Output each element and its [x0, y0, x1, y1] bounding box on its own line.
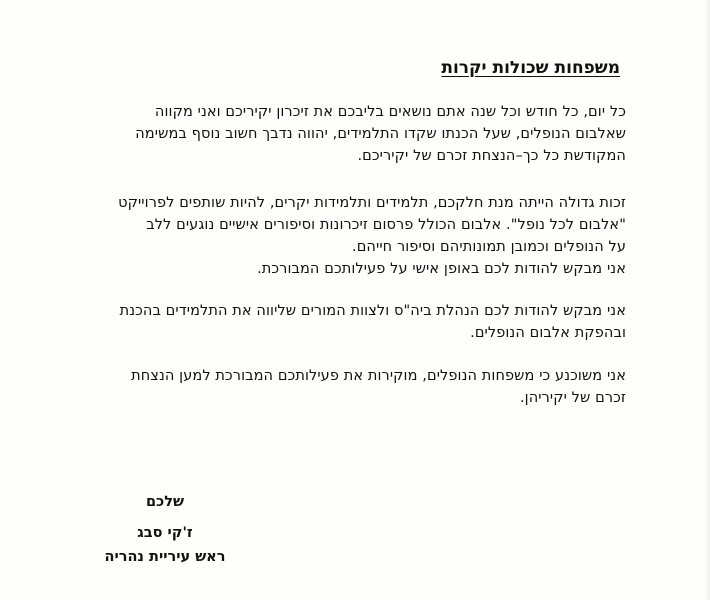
paragraph-line: אני מבקש להודות לכם באופן אישי על פעילותכם המבורכת. — [257, 261, 626, 277]
page-edge-shadow — [704, 0, 710, 600]
paragraph-line: על הנופלים וכמובן תמונותיהם וסיפור חייהם. — [351, 239, 626, 255]
paragraph-line: אני משוכנע כי משפחות הנופלים, מוקירות את פעילותכם המבורכת למען הנצחת — [131, 368, 626, 384]
paragraph-line: ובהפקת אלבום הנופלים. — [470, 325, 626, 341]
paragraph-line: "אלבום לכל נופל". אלבום הכולל פרסום זיכרונות וסיפורים אישיים נוגעים ללב — [146, 217, 626, 233]
signer-role: ראש עיריית נהריה — [104, 549, 226, 565]
letter-paragraph-3 — [120, 300, 626, 344]
paragraph-line: שאלבום הנופלים, שעל הכנתו שקדו התלמידים, יהווה נדבך חשוב נוסף במשימה — [135, 126, 626, 142]
paragraph-line: המקודשת כל כך–הנצחת זכרם של יקיריכם. — [357, 148, 626, 164]
signer-name: ז'קי סבג — [137, 525, 193, 541]
letter-paragraph-4 — [131, 365, 626, 409]
letter-paragraph-2 — [118, 192, 626, 280]
paragraph-line: אני מבקש להודות לכם הנהלת ביה"ס ולצוות המורים שליווה את התלמידים בהכנת — [119, 303, 626, 319]
letter-title: משפחות שכולות יקרות — [441, 58, 620, 78]
paragraph-line: כל יום, כל חודש וכל שנה אתם נושאים בליבכם את זיכרון יקיריכם ואני מקווה — [154, 104, 626, 120]
paragraph-line: זכות גדולה הייתה מנת חלקכם, תלמידים ותלמידות יקרים, להיות שותפים לפרוייקט — [118, 195, 626, 211]
letter-closing: שלכם — [145, 494, 185, 510]
letter-paragraph-1 — [135, 101, 626, 167]
paragraph-line: זכרם של יקיריהן. — [519, 390, 626, 406]
